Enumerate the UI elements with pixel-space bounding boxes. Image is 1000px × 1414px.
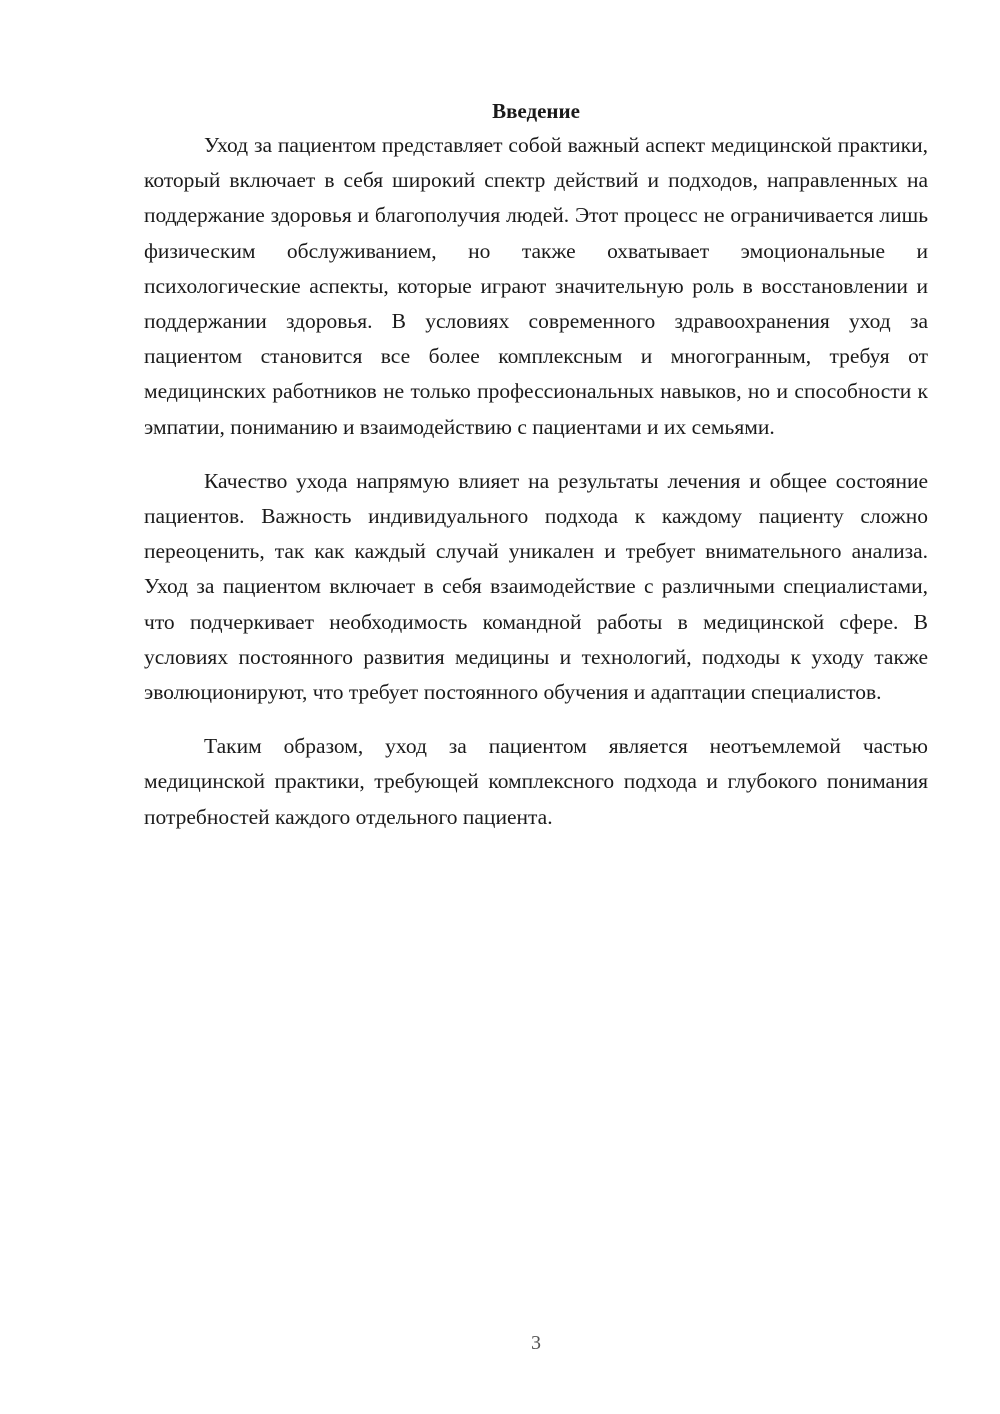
paragraph-1: Уход за пациентом представляет собой важный аспект медицинской практики, который включает в себя широкий спектр действий и подходов, направленных на поддержание здоровья и благополучия людей. Этот процесс не ограничивается лишь физическим обслуживанием, но также охватывает эмоциональные и психологические аспекты, которые играют значительную роль в восстановлении и поддержании здоровья. В условиях современного здравоохранения уход за пациентом становится все более комплексным и многогранным, требуя от медицинских работников не только профессиональных навыков, но и способности к эмпатии, пониманию и взаимодействию с пациентами и их семьями.: [144, 133, 928, 439]
paragraph-2: Качество ухода напрямую влияет на результаты лечения и общее состояние пациентов. Важность индивидуального подхода к каждому пациенту сложно переоценить, так как каждый случай уникален и требует внимательного анализа. Уход за пациентом включает в себя взаимодействие с различными специалистами, что подчеркивает необходимость командной работы в медицинской сфере. В условиях постоянного развития медицины и технологий, подходы к уходу также эволюционируют, что требует постоянного обучения и адаптации специалистов.: [144, 468, 928, 705]
section-title: Введение: [492, 99, 580, 123]
paragraph-3: Таким образом, уход за пациентом является неотъемлемой частью медицинской практики, требующей комплексного подхода и глубокого понимания потребностей каждого отдельного пациента.: [144, 734, 928, 829]
document-body: [144, 96, 928, 854]
page-number: 3: [531, 1332, 541, 1354]
